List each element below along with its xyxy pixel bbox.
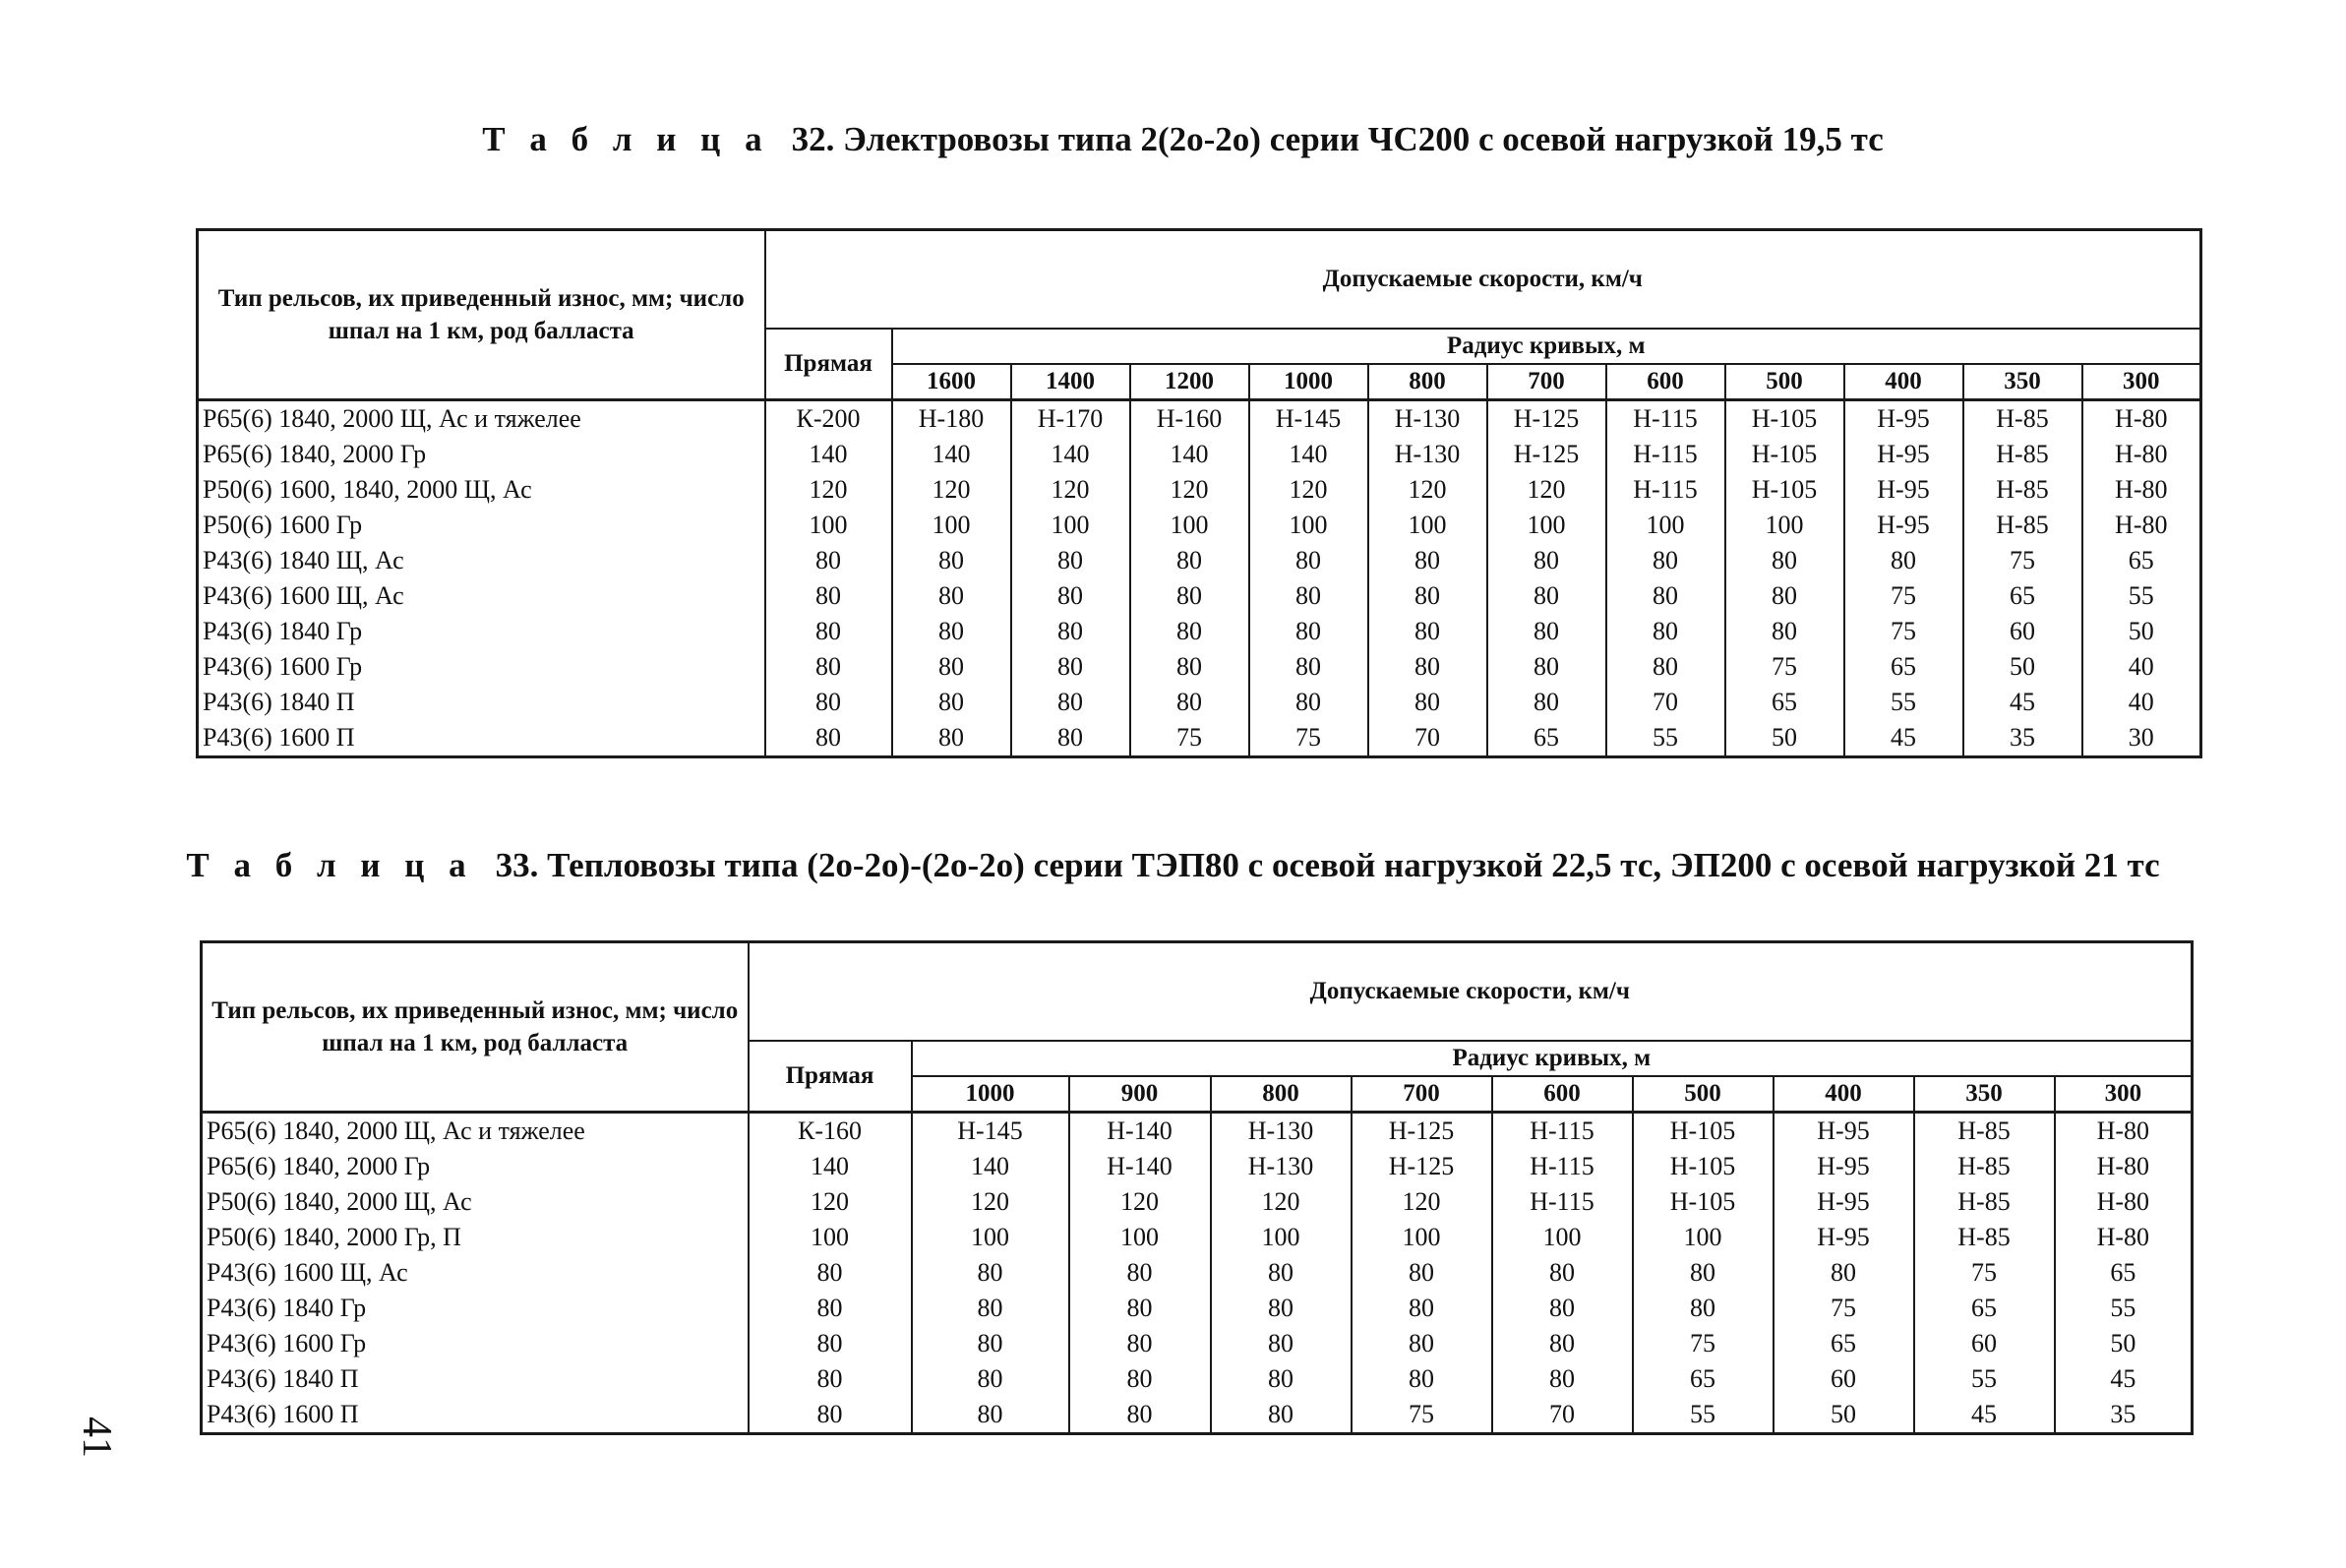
curve-speed-cell: 100	[1352, 1220, 1492, 1255]
curve-speed-cell: 70	[1606, 685, 1725, 720]
curve-speed-cell: 55	[1844, 685, 1963, 720]
curve-speed-cell: Н-115	[1492, 1184, 1633, 1220]
curve-speed-cell: Н-95	[1774, 1149, 1914, 1184]
curve-speed-cell: 65	[1633, 1361, 1774, 1397]
rail-type-cell: Р43(6) 1600 П	[198, 720, 765, 757]
straight-header: Прямая	[749, 1041, 912, 1113]
curve-speed-cell: Н-130	[1211, 1149, 1352, 1184]
table-row	[198, 685, 2201, 720]
curve-speed-cell: 140	[912, 1149, 1069, 1184]
curve-speed-cell: 80	[1352, 1361, 1492, 1397]
curve-speed-cell: Н-85	[1963, 400, 2082, 438]
curve-speed-cell: 80	[1211, 1397, 1352, 1434]
curve-speed-cell: Н-80	[2082, 472, 2201, 508]
curve-speed-cell: 80	[1368, 614, 1487, 649]
curve-speed-cell: 60	[1914, 1326, 2055, 1361]
curve-speed-cell: 80	[1725, 614, 1844, 649]
straight-speed-cell: 80	[749, 1291, 912, 1326]
straight-speed-cell: 80	[765, 720, 892, 757]
curve-speed-cell: 120	[1249, 472, 1368, 508]
curve-speed-cell: 100	[912, 1220, 1069, 1255]
table-row	[198, 720, 2201, 757]
curve-speed-cell: 35	[1963, 720, 2082, 757]
curve-speed-cell: 140	[1130, 437, 1249, 472]
table-row	[202, 1397, 2193, 1434]
curve-speed-cell: 100	[892, 508, 1011, 543]
curve-speed-cell: 75	[1844, 578, 1963, 614]
table-33-caption-text: 33. Тепловозы типа (2о-2о)-(2о-2о) серии ТЭП80 с осевой нагрузкой 22,5 тс, ЭП200 с осевой нагрузкой 21 тс	[495, 846, 2160, 884]
radius-header-cell: 600	[1492, 1076, 1633, 1113]
radius-header-cell: 700	[1487, 364, 1606, 400]
curve-speed-cell: 80	[1725, 543, 1844, 578]
straight-speed-cell: 140	[749, 1149, 912, 1184]
curve-speed-cell: 80	[1069, 1361, 1211, 1397]
curve-speed-cell: 80	[892, 685, 1011, 720]
rail-type-cell: Р65(6) 1840, 2000 Гр	[202, 1149, 749, 1184]
curve-speed-cell: 80	[1011, 720, 1130, 757]
table-row	[198, 508, 2201, 543]
curve-speed-cell: 80	[912, 1291, 1069, 1326]
curve-speed-cell: 100	[1487, 508, 1606, 543]
curve-speed-cell: 75	[1774, 1291, 1914, 1326]
curve-speed-cell: 140	[1249, 437, 1368, 472]
curve-speed-cell: Н-180	[892, 400, 1011, 438]
radius-header-cell: 350	[1963, 364, 2082, 400]
table-row	[202, 1113, 2193, 1150]
curve-speed-cell: Н-105	[1725, 437, 1844, 472]
curve-speed-cell: 50	[1774, 1397, 1914, 1434]
curve-speed-cell: 80	[1249, 649, 1368, 685]
straight-speed-cell: 120	[749, 1184, 912, 1220]
curve-speed-cell: 80	[1774, 1255, 1914, 1291]
curve-speed-cell: 80	[1606, 543, 1725, 578]
table-33-caption-label: Т а б л и ц а	[186, 846, 474, 884]
radius-header-cell: 800	[1211, 1076, 1352, 1113]
curve-speed-cell: 80	[1011, 649, 1130, 685]
curve-speed-cell: Н-125	[1487, 400, 1606, 438]
curve-speed-cell: Н-85	[1963, 437, 2082, 472]
curve-speed-cell: 40	[2082, 685, 2201, 720]
curve-speed-cell: Н-85	[1914, 1149, 2055, 1184]
table-32-caption-label: Т а б л и ц а	[482, 120, 770, 158]
curve-speed-cell: 80	[1606, 614, 1725, 649]
curve-speed-cell: Н-115	[1606, 437, 1725, 472]
table-32-body	[198, 400, 2201, 757]
curve-speed-cell: 80	[1130, 685, 1249, 720]
curve-speed-cell: 70	[1492, 1397, 1633, 1434]
curve-speed-cell: Н-130	[1368, 400, 1487, 438]
curve-speed-cell: 65	[1774, 1326, 1914, 1361]
curve-speed-cell: 80	[1633, 1291, 1774, 1326]
straight-speed-cell: 120	[765, 472, 892, 508]
curve-speed-cell: Н-125	[1352, 1149, 1492, 1184]
curve-speed-cell: 55	[1606, 720, 1725, 757]
curve-speed-cell: 80	[1069, 1397, 1211, 1434]
curve-speed-cell: 45	[2055, 1361, 2193, 1397]
curve-speed-cell: 80	[1352, 1255, 1492, 1291]
curve-speed-cell: 80	[1249, 578, 1368, 614]
curve-speed-cell: Н-80	[2055, 1184, 2193, 1220]
curve-speed-cell: 50	[2055, 1326, 2193, 1361]
curve-speed-cell: 80	[1130, 614, 1249, 649]
curve-speed-cell: 80	[1492, 1326, 1633, 1361]
straight-speed-cell: 100	[765, 508, 892, 543]
curve-speed-cell: Н-105	[1725, 472, 1844, 508]
radius-header-cell: 1000	[1249, 364, 1368, 400]
curve-speed-cell: 50	[1725, 720, 1844, 757]
curve-speed-cell: 45	[1963, 685, 2082, 720]
curve-speed-cell: Н-115	[1492, 1149, 1633, 1184]
curve-speed-cell: Н-130	[1368, 437, 1487, 472]
curve-speed-cell: 120	[1069, 1184, 1211, 1220]
straight-speed-cell: 80	[765, 543, 892, 578]
curve-speed-cell: 65	[1844, 649, 1963, 685]
rail-type-cell: Р50(6) 1840, 2000 Щ, Ас	[202, 1184, 749, 1220]
curve-speed-cell: Н-95	[1844, 437, 1963, 472]
curve-speed-cell: Н-95	[1844, 472, 1963, 508]
curve-speed-cell: Н-105	[1725, 400, 1844, 438]
curve-speed-cell: 80	[892, 649, 1011, 685]
rail-type-cell: Р65(6) 1840, 2000 Щ, Ас и тяжелее	[202, 1113, 749, 1150]
straight-speed-cell: К-200	[765, 400, 892, 438]
rail-type-cell: Р50(6) 1600, 1840, 2000 Щ, Ас	[198, 472, 765, 508]
curve-speed-cell: 80	[1069, 1255, 1211, 1291]
rail-type-cell: Р43(6) 1600 Гр	[198, 649, 765, 685]
curve-speed-cell: 80	[1069, 1326, 1211, 1361]
curve-speed-cell: 30	[2082, 720, 2201, 757]
table-row	[202, 1361, 2193, 1397]
radius-header-cell: 400	[1844, 364, 1963, 400]
curve-speed-cell: 80	[1011, 578, 1130, 614]
curve-speed-cell: Н-80	[2082, 508, 2201, 543]
curve-speed-cell: 100	[1211, 1220, 1352, 1255]
straight-speed-cell: 80	[749, 1361, 912, 1397]
curve-speed-cell: 45	[1914, 1397, 2055, 1434]
rail-type-cell: Р43(6) 1840 Гр	[198, 614, 765, 649]
table-row	[198, 614, 2201, 649]
table-row	[198, 578, 2201, 614]
straight-speed-cell: К-160	[749, 1113, 912, 1150]
rail-type-cell: Р43(6) 1600 Щ, Ас	[198, 578, 765, 614]
curve-speed-cell: 120	[892, 472, 1011, 508]
curve-speed-cell: 75	[1249, 720, 1368, 757]
radius-header-cell: 350	[1914, 1076, 2055, 1113]
radius-header-cell: 300	[2055, 1076, 2193, 1113]
curve-speed-cell: 65	[1487, 720, 1606, 757]
curve-speed-cell: Н-95	[1774, 1220, 1914, 1255]
curve-speed-cell: 65	[2055, 1255, 2193, 1291]
curve-speed-cell: 55	[2082, 578, 2201, 614]
curve-speed-cell: 80	[1211, 1255, 1352, 1291]
straight-speed-cell: 80	[749, 1255, 912, 1291]
curve-speed-cell: Н-145	[912, 1113, 1069, 1150]
straight-speed-cell: 80	[765, 685, 892, 720]
curve-speed-cell: 40	[2082, 649, 2201, 685]
curve-speed-cell: 55	[1633, 1397, 1774, 1434]
curve-radius-header: Радиус кривых, м	[912, 1041, 2193, 1076]
curve-speed-cell: 80	[1130, 649, 1249, 685]
allowed-speeds-header: Допускаемые скорости, км/ч	[749, 942, 2193, 1042]
curve-speed-cell: 100	[1633, 1220, 1774, 1255]
curve-speed-cell: 80	[1487, 685, 1606, 720]
straight-speed-cell: 100	[749, 1220, 912, 1255]
curve-speed-cell: 75	[1963, 543, 2082, 578]
table-32-caption-text: 32. Электровозы типа 2(2о-2о) серии ЧС200 с осевой нагрузкой 19,5 тс	[791, 120, 1884, 158]
curve-speed-cell: 120	[1011, 472, 1130, 508]
curve-speed-cell: Н-80	[2055, 1113, 2193, 1150]
curve-speed-cell: 60	[1774, 1361, 1914, 1397]
curve-speed-cell: 80	[1011, 685, 1130, 720]
radius-header-cell: 1600	[892, 364, 1011, 400]
rail-type-cell: Р50(6) 1600 Гр	[198, 508, 765, 543]
curve-speed-cell: 80	[1633, 1255, 1774, 1291]
radius-header-cell: 1200	[1130, 364, 1249, 400]
curve-speed-cell: 55	[1914, 1361, 2055, 1397]
table-row	[202, 1149, 2193, 1184]
curve-speed-cell: 80	[912, 1361, 1069, 1397]
radius-header-cell: 500	[1725, 364, 1844, 400]
curve-speed-cell: 80	[1130, 543, 1249, 578]
straight-header: Прямая	[765, 329, 892, 400]
curve-speed-cell: Н-95	[1774, 1113, 1914, 1150]
table-row	[202, 1291, 2193, 1326]
rail-type-cell: Р65(6) 1840, 2000 Гр	[198, 437, 765, 472]
curve-speed-cell: 100	[1725, 508, 1844, 543]
curve-speed-cell: 80	[1352, 1326, 1492, 1361]
rail-type-header: Тип рельсов, их приведенный износ, мм; число шпал на 1 км, род балласта	[198, 230, 765, 400]
curve-speed-cell: Н-140	[1069, 1149, 1211, 1184]
curve-speed-cell: 80	[892, 578, 1011, 614]
curve-speed-cell: 55	[2055, 1291, 2193, 1326]
curve-speed-cell: 80	[1249, 543, 1368, 578]
curve-speed-cell: 80	[1487, 649, 1606, 685]
curve-speed-cell: 80	[912, 1326, 1069, 1361]
curve-speed-cell: 80	[1011, 614, 1130, 649]
table-row	[198, 437, 2201, 472]
radius-header-cell: 600	[1606, 364, 1725, 400]
curve-speed-cell: 80	[1352, 1291, 1492, 1326]
radius-header-cell: 900	[1069, 1076, 1211, 1113]
curve-speed-cell: 120	[1211, 1184, 1352, 1220]
table-row	[198, 543, 2201, 578]
curve-speed-cell: 80	[1368, 685, 1487, 720]
rail-type-header: Тип рельсов, их приведенный износ, мм; число шпал на 1 км, род балласта	[202, 942, 749, 1113]
rail-type-cell: Р65(6) 1840, 2000 Щ, Ас и тяжелее	[198, 400, 765, 438]
table-32-caption	[10, 120, 2346, 159]
curve-speed-cell: 60	[1963, 614, 2082, 649]
radius-header-cell: 1000	[912, 1076, 1069, 1113]
curve-speed-cell: Н-105	[1633, 1184, 1774, 1220]
curve-speed-cell: Н-80	[2055, 1149, 2193, 1184]
curve-speed-cell: 80	[1368, 543, 1487, 578]
curve-speed-cell: 80	[1606, 578, 1725, 614]
curve-speed-cell: 75	[1914, 1255, 2055, 1291]
curve-speed-cell: 80	[892, 614, 1011, 649]
curve-speed-cell: Н-95	[1844, 400, 1963, 438]
straight-speed-cell: 80	[765, 614, 892, 649]
curve-speed-cell: 75	[1844, 614, 1963, 649]
table-row	[202, 1326, 2193, 1361]
curve-speed-cell: Н-95	[1774, 1184, 1914, 1220]
table-33-caption	[0, 846, 2346, 885]
table-row	[198, 472, 2201, 508]
page-number: 41	[74, 1417, 119, 1458]
curve-speed-cell: 100	[1492, 1220, 1633, 1255]
curve-speed-cell: 140	[892, 437, 1011, 472]
allowed-speeds-header: Допускаемые скорости, км/ч	[765, 230, 2201, 330]
curve-speed-cell: 120	[1130, 472, 1249, 508]
curve-speed-cell: Н-85	[1914, 1113, 2055, 1150]
curve-speed-cell: 75	[1725, 649, 1844, 685]
curve-speed-cell: Н-115	[1606, 472, 1725, 508]
curve-speed-cell: 80	[912, 1397, 1069, 1434]
curve-speed-cell: 80	[1487, 543, 1606, 578]
curve-speed-cell: Н-125	[1352, 1113, 1492, 1150]
table-row	[202, 1220, 2193, 1255]
table-32	[196, 228, 2202, 758]
curve-speed-cell: Н-85	[1963, 472, 2082, 508]
curve-speed-cell: Н-80	[2082, 437, 2201, 472]
curve-speed-cell: Н-145	[1249, 400, 1368, 438]
straight-speed-cell: 80	[749, 1397, 912, 1434]
curve-speed-cell: 35	[2055, 1397, 2193, 1434]
curve-speed-cell: Н-95	[1844, 508, 1963, 543]
curve-speed-cell: Н-170	[1011, 400, 1130, 438]
curve-speed-cell: Н-80	[2055, 1220, 2193, 1255]
curve-speed-cell: 65	[1963, 578, 2082, 614]
curve-speed-cell: Н-105	[1633, 1149, 1774, 1184]
curve-speed-cell: 100	[1130, 508, 1249, 543]
rail-type-cell: Р43(6) 1840 Щ, Ас	[198, 543, 765, 578]
curve-speed-cell: Н-125	[1487, 437, 1606, 472]
curve-speed-cell: 50	[1963, 649, 2082, 685]
curve-speed-cell: 80	[912, 1255, 1069, 1291]
curve-speed-cell: Н-85	[1914, 1220, 2055, 1255]
curve-speed-cell: 80	[1249, 614, 1368, 649]
curve-speed-cell: 100	[1011, 508, 1130, 543]
curve-speed-cell: Н-85	[1914, 1184, 2055, 1220]
curve-speed-cell: 80	[1211, 1361, 1352, 1397]
rail-type-cell: Р43(6) 1840 П	[202, 1361, 749, 1397]
curve-speed-cell: 80	[1606, 649, 1725, 685]
curve-speed-cell: 80	[1492, 1361, 1633, 1397]
curve-speed-cell: 80	[1011, 543, 1130, 578]
curve-speed-cell: 120	[1352, 1184, 1492, 1220]
radius-header-cell: 1400	[1011, 364, 1130, 400]
table-row	[198, 649, 2201, 685]
curve-speed-cell: 80	[1487, 614, 1606, 649]
curve-speed-cell: 120	[1487, 472, 1606, 508]
curve-speed-cell: 65	[2082, 543, 2201, 578]
straight-speed-cell: 80	[765, 649, 892, 685]
rail-type-cell: Р50(6) 1840, 2000 Гр, П	[202, 1220, 749, 1255]
table-33	[200, 940, 2194, 1435]
curve-speed-cell: 50	[2082, 614, 2201, 649]
curve-speed-cell: 65	[1914, 1291, 2055, 1326]
curve-speed-cell: 120	[912, 1184, 1069, 1220]
curve-speed-cell: Н-115	[1606, 400, 1725, 438]
curve-speed-cell: 80	[1069, 1291, 1211, 1326]
curve-speed-cell: 100	[1069, 1220, 1211, 1255]
curve-speed-cell: 80	[1368, 578, 1487, 614]
radius-header-cell: 500	[1633, 1076, 1774, 1113]
table-row	[202, 1184, 2193, 1220]
curve-speed-cell: 80	[1487, 578, 1606, 614]
curve-speed-cell: 80	[892, 720, 1011, 757]
curve-speed-cell: 80	[1249, 685, 1368, 720]
rail-type-cell: Р43(6) 1600 Щ, Ас	[202, 1255, 749, 1291]
curve-speed-cell: 70	[1368, 720, 1487, 757]
curve-speed-cell: 65	[1725, 685, 1844, 720]
radius-header-cell: 700	[1352, 1076, 1492, 1113]
curve-speed-cell: Н-85	[1963, 508, 2082, 543]
curve-speed-cell: Н-140	[1069, 1113, 1211, 1150]
curve-speed-cell: 80	[1368, 649, 1487, 685]
curve-speed-cell: 45	[1844, 720, 1963, 757]
curve-speed-cell: 140	[1011, 437, 1130, 472]
curve-speed-cell: 75	[1130, 720, 1249, 757]
curve-speed-cell: 80	[1844, 543, 1963, 578]
rail-type-cell: Р43(6) 1600 П	[202, 1397, 749, 1434]
rail-type-cell: Р43(6) 1600 Гр	[202, 1326, 749, 1361]
rail-type-cell: Р43(6) 1840 П	[198, 685, 765, 720]
table-row	[198, 400, 2201, 438]
curve-speed-cell: Н-115	[1492, 1113, 1633, 1150]
curve-speed-cell: Н-105	[1633, 1113, 1774, 1150]
curve-speed-cell: Н-160	[1130, 400, 1249, 438]
curve-speed-cell: 75	[1633, 1326, 1774, 1361]
curve-speed-cell: 120	[1368, 472, 1487, 508]
curve-speed-cell: 80	[1211, 1326, 1352, 1361]
straight-speed-cell: 140	[765, 437, 892, 472]
curve-speed-cell: 80	[1130, 578, 1249, 614]
curve-speed-cell: 80	[1211, 1291, 1352, 1326]
curve-speed-cell: 80	[1725, 578, 1844, 614]
straight-speed-cell: 80	[749, 1326, 912, 1361]
curve-speed-cell: Н-130	[1211, 1113, 1352, 1150]
curve-radius-header: Радиус кривых, м	[892, 329, 2201, 364]
curve-speed-cell: Н-80	[2082, 400, 2201, 438]
radius-header-cell: 400	[1774, 1076, 1914, 1113]
curve-speed-cell: 80	[1492, 1255, 1633, 1291]
curve-speed-cell: 100	[1368, 508, 1487, 543]
radius-header-cell: 800	[1368, 364, 1487, 400]
straight-speed-cell: 80	[765, 578, 892, 614]
curve-speed-cell: 100	[1606, 508, 1725, 543]
curve-speed-cell: 80	[892, 543, 1011, 578]
table-row	[202, 1255, 2193, 1291]
curve-speed-cell: 75	[1352, 1397, 1492, 1434]
curve-speed-cell: 80	[1492, 1291, 1633, 1326]
curve-speed-cell: 100	[1249, 508, 1368, 543]
rail-type-cell: Р43(6) 1840 Гр	[202, 1291, 749, 1326]
radius-header-cell: 300	[2082, 364, 2201, 400]
table-33-body	[202, 1113, 2193, 1434]
